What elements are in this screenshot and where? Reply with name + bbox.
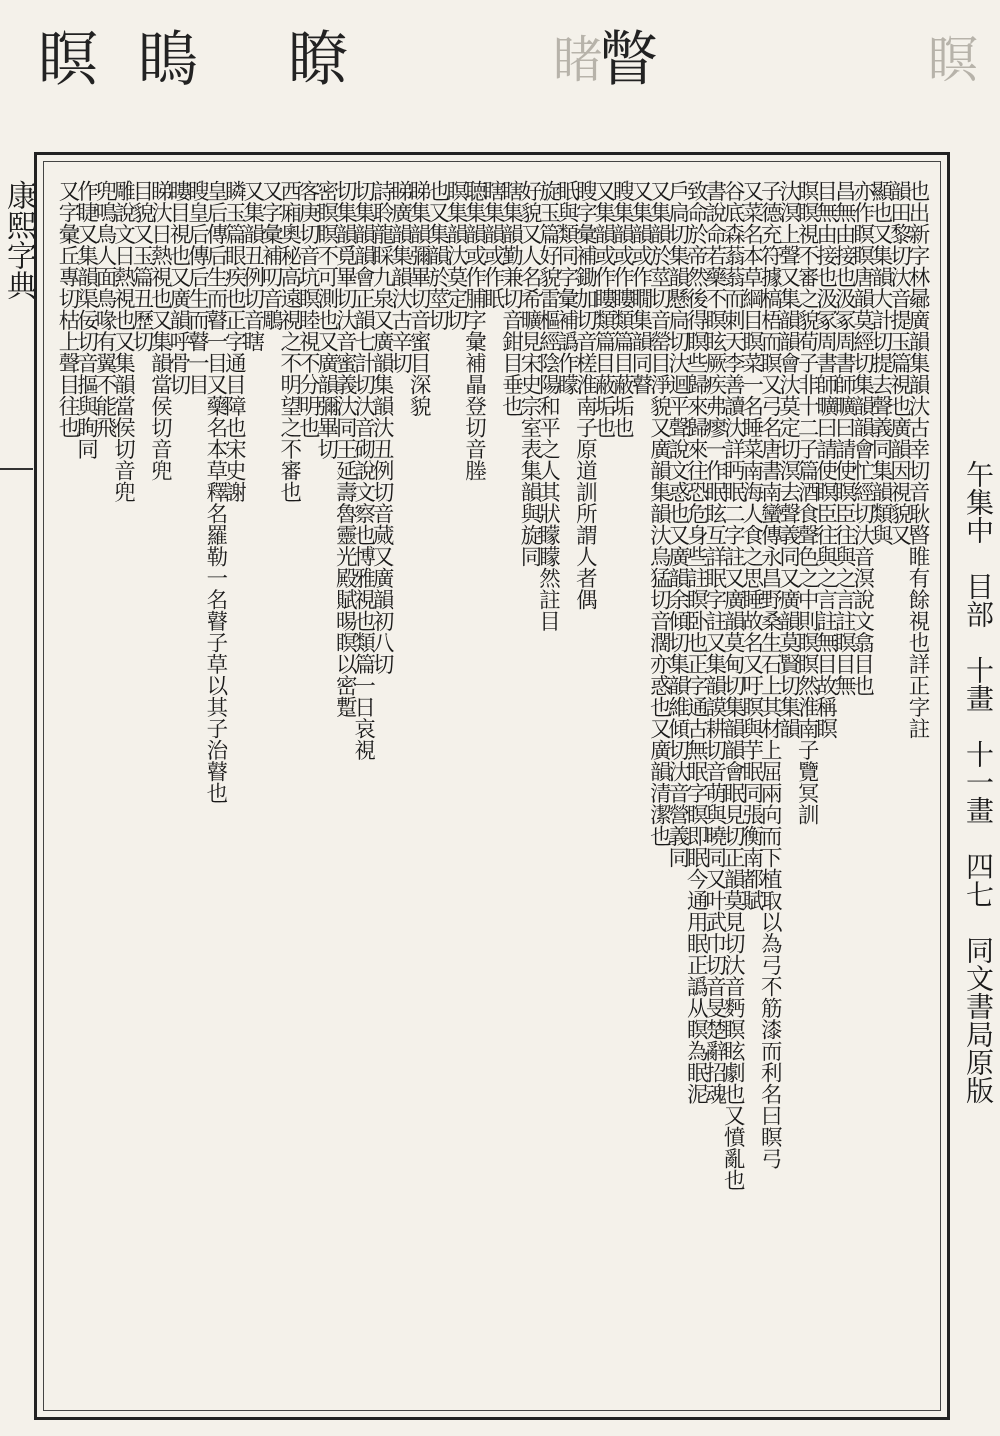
header-char: 瞑 [928, 31, 978, 89]
text-column: 又集韻或作瞜類篇目蔽垢也 [590, 180, 616, 438]
text-column: 眂與類同字彙補譌作矇 [553, 180, 579, 395]
text-column: 汏溟上聲又集韻韻會汏莫定切溟去聲義同又廣韻莫賢切集韻 [775, 180, 801, 739]
text-column: 谷底森蓊蓊而刺天李善讀汏詳眄眠二字註又廣韻莫甸切集韻韻會眠見切正韻莫見切汏音麪瞑眩劇也又憤亂也 [720, 180, 746, 1191]
text-column: 皇后傳后生而瞽一目又藥名本草釋名羅勒一名瞽子草以其子治瞽也 [202, 180, 228, 804]
text-column: 瞍集韻或作瞜類篇目蔽垢也 [609, 180, 635, 438]
text-column: 瞍字彙補鋤加切音槎淮南子原道訓所謂人者偶 [572, 180, 598, 610]
text-column: 密瞑瞑不可測也又廣韻彌畢切 [313, 180, 339, 460]
text-column: 雕說文日熱視也又集韻當侯切音兜 [110, 180, 136, 503]
text-column: 瞎集韻勤兼切音鉗目垂也 [498, 180, 524, 417]
text-column: 睇汏日熱視也又集韻當侯切音兜 [147, 180, 173, 481]
text-column: 瞵玉篇眼疾也正字通目障也宋史謝 [221, 180, 247, 503]
margin-divider [0, 468, 33, 470]
section-label: 午集中 目部 十畫 十一畫 四七 同文書局原版 [962, 460, 995, 1104]
text-column: 詩聆龍睬九泉又廣韻集韻汏丑例切音蒇又廣韻初八切 [369, 180, 395, 675]
text-column: 客庚切音坑瞑睦視不分明也 [295, 180, 321, 438]
header-char: 瞗 [138, 25, 198, 95]
text-column: 又菜名本草綱目瞑菜一名睡菜南海人食之思睡故名又吁瞑與芋眠同張衡南都賦 [738, 180, 764, 911]
text-frame [34, 152, 950, 1420]
text-column: 又集韻或作瞯集韻同瞽 [627, 180, 653, 395]
text-column: 好貌又人名希曠見宋史宗室表集韻與旋同 [516, 180, 542, 567]
text-column: 昌無由接也汲冢周書師曠曰請使瞑臣往與之言註瞑目無 [831, 180, 857, 696]
text-column: 瞎集韻或作眂 [480, 180, 505, 309]
header-char: 睹 [553, 31, 603, 89]
text-column: 瞜目視也又廣韻呼骨切 [165, 180, 191, 395]
text-column: 又字彙補叨音鵰 [258, 180, 284, 331]
book-title: 康熙字典 [1, 180, 36, 300]
text-column: 聴集韻或作脯字彙補瞐登切音塍 [461, 180, 487, 481]
text-column: 瞑集韻汏莫定切 [443, 180, 469, 331]
text-column: 又集韻丑例切音瞎 [239, 180, 265, 352]
text-column: 亦作瞑瞑唐韻莫經切集韻韻會忙經切汏音溟說文翕目也 [849, 180, 875, 696]
text-column: 睇廣韻集韻汏古辛切 [387, 180, 413, 374]
text-column: 顯也又集韻大計切提去聲義同集韻類與 [868, 180, 894, 546]
text-column: 目貌又玉篇丑歷切 [128, 180, 154, 352]
text-frame-inner [43, 161, 941, 1411]
header-char: 瞭 [288, 25, 348, 95]
header-char: 瞥 [598, 25, 658, 95]
text-column: 旋玉篇好貌雷樞經陰陽和平之人其狀矇矇然註目 [535, 180, 561, 632]
text-column: 也又集韻於莖切 [424, 180, 450, 331]
text-column: 子德充符據槁梧而瞑又弓名唐書南蠻傳永昌野桑生石上其材上屈兩向而下植取以為弓不筋漆而利名曰瞑弓 [757, 180, 783, 1169]
text-column: 瞍皇后傳后生而瞽一目 [184, 180, 210, 395]
text-column: 睇集韻彌畢切音蜜目深貌 [406, 180, 432, 417]
text-column: 也出新字林曏廣韻集韻汏古幸切音耿暋睢有餘視也詳正字註 [905, 180, 930, 739]
text-column: 戶扃切集韻懸扃切汏迴平聲說文惑也又廣韻余傾切集韻維傾切汏音營義同 [664, 180, 690, 868]
text-column: 致命於帝然後得瞑些歸來歸來往恐危身些註瞑卧也正字通古無眠字瞑即眠今通用眠正譌从瞑為眠泥 [683, 180, 709, 1105]
text-column: 作睫又集韻渠佞切音摳與眴同 [73, 180, 99, 460]
text-column: 切集韻覓畢切汏音蜜義汏同王延壽魯靈光殿賦晹瞑以密蹔 [332, 180, 358, 718]
text-column: 切集韻韻會正韻七計切汏音砌說文察也博雅視也類篇一日哀視 [350, 180, 376, 761]
text-column: 又集韻於莖切音罃目淨貌又廣韻集韻汏烏猛切音濶亦惑也又廣韻清潔也 [646, 180, 672, 847]
text-column: 又字彙丘專切枯上聲目往也 [55, 180, 80, 438]
text-column: 目無由接也汲冢周書師曠曰請使瞑臣往與之言註無目故稱瞑 [812, 180, 838, 739]
header-char: 瞑 [38, 25, 98, 95]
text-column: 書說命若藥不瞑眩厥疾弗瘳一作眠眩互詳眠字註又集韻謨耕切音萌與曉同又叶武巾切音旻楚辭招魂 [701, 180, 727, 1105]
page-header-strip [0, 0, 1000, 140]
text-column: 韻田黎切汏音提玉篇視也廣韻因視貌又 [886, 180, 912, 546]
text-column: 瞑瞑視不審之貌荀子非十二子篇酒食聲色之中則瞑瞑然淮南子覽冥訓 [794, 180, 820, 825]
text-column: 西廂奧秘高遠視之不明望之不審也 [276, 180, 302, 503]
text-column: 兜鳴鳥人面鳥喙有翼不能飛 [91, 180, 117, 438]
